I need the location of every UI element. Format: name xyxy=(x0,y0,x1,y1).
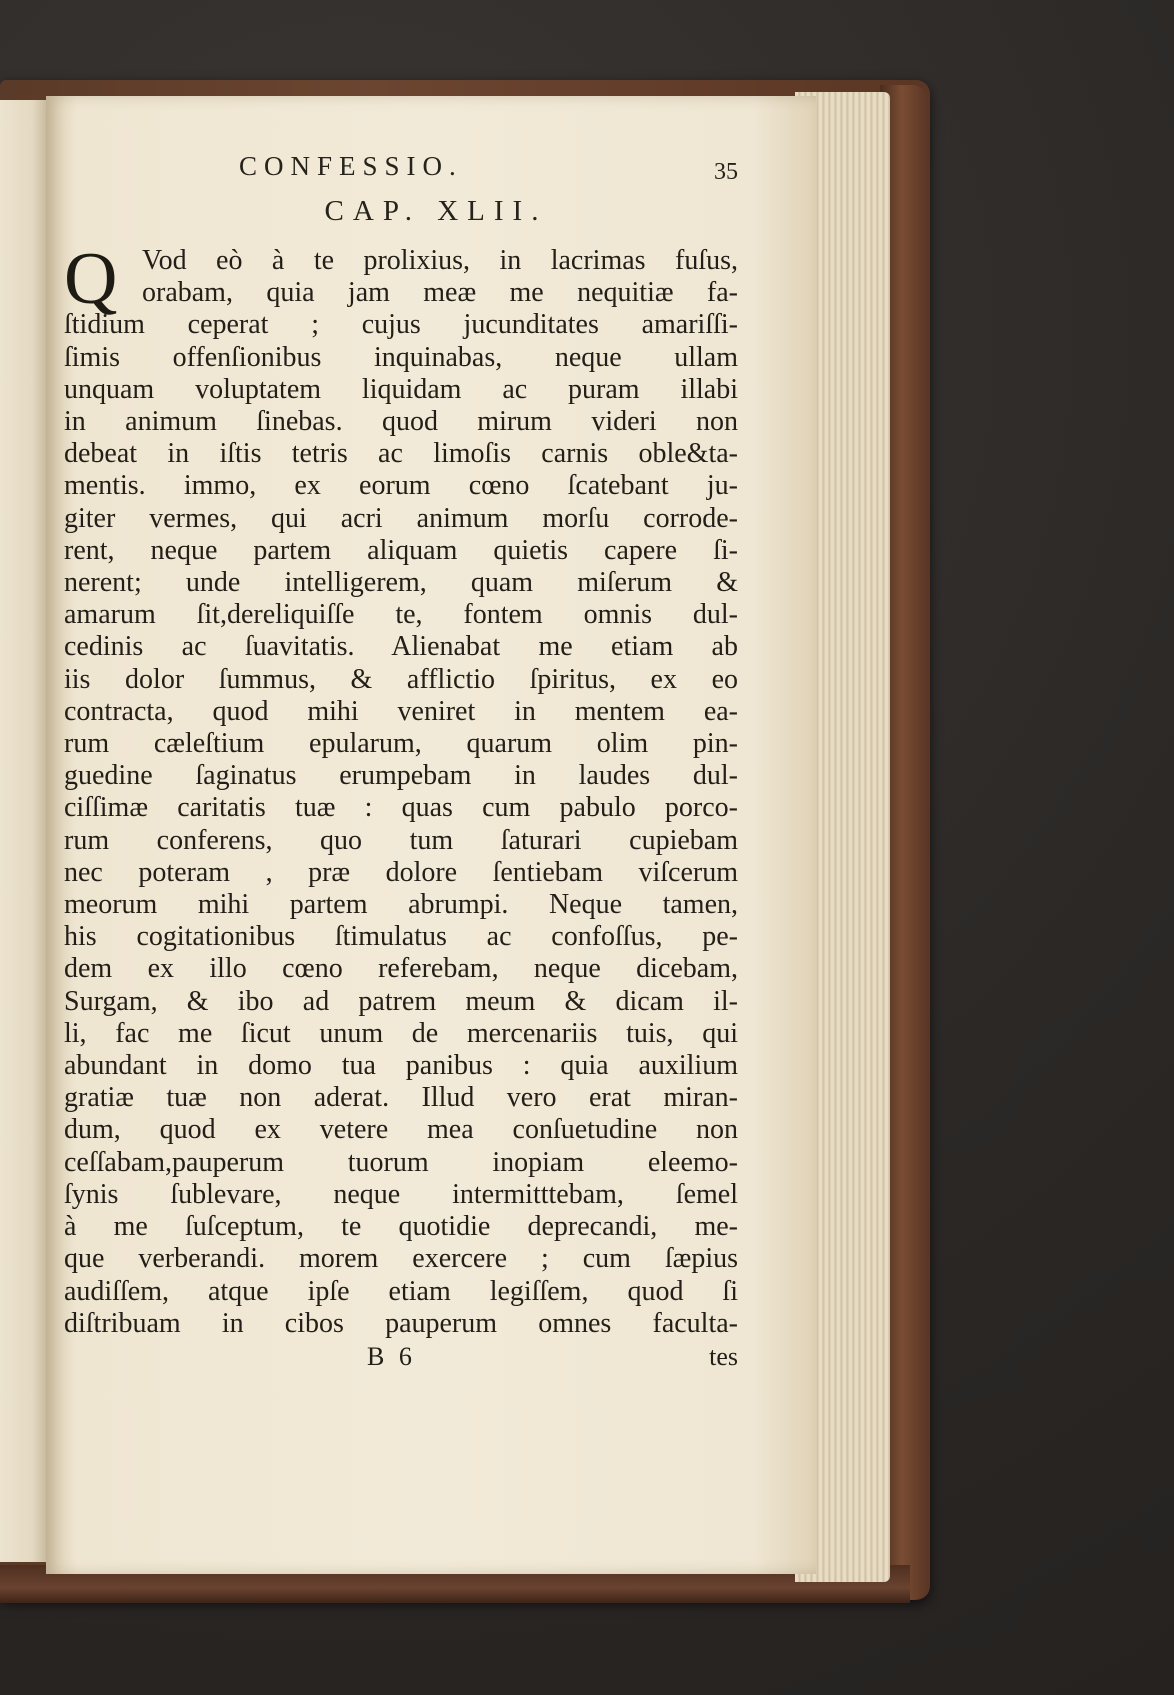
text-line: debeat in iſtis tetris ac limoſis carnis oble&ta- xyxy=(64,438,738,470)
catchword: tes xyxy=(709,1341,738,1371)
facing-page xyxy=(0,100,46,1562)
text-line: amarum ſit,dereliquiſſe te, fontem omnis dul- xyxy=(64,599,738,631)
text-line: cedinis ac ſuavitatis. Alienabat me etiam ab xyxy=(64,631,738,663)
page-number: 35 xyxy=(714,159,738,185)
text-line: gratiæ tuæ non aderat. Illud vero erat miran- xyxy=(64,1082,738,1114)
body-text xyxy=(64,238,738,1340)
text-line: que verberandi. morem exercere ; cum ſæpius xyxy=(64,1243,738,1275)
drop-cap: Q xyxy=(64,238,118,320)
text-line: rum conferens, quo tum ſaturari cupiebam xyxy=(64,824,738,856)
text-line: à me ſuſceptum, te quotidie deprecandi, me- xyxy=(64,1211,738,1243)
text-line: ſynis ſublevare, neque intermitttebam, ſemel xyxy=(64,1178,738,1210)
text-line: orabam, quia jam meæ me nequitiæ fa- xyxy=(142,277,738,309)
text-line: abundant in domo tua panibus : quia auxilium xyxy=(64,1050,738,1082)
running-head-title: CONFESSIO. xyxy=(239,151,463,181)
text-line: unquam voluptatem liquidam ac puram illabi xyxy=(64,373,738,405)
text-line: ſtidium ceperat ; cujus jucunditates amariſſi- xyxy=(64,309,738,341)
text-line: ſimis offenſionibus inquinabas, neque ullam xyxy=(64,341,738,373)
text-line: audiſſem, atque ipſe etiam legiſſem, quod ſi xyxy=(64,1275,738,1307)
text-line: Vod eò à te prolixius, in lacrimas fuſus, xyxy=(142,245,738,276)
text-line: dum, quod ex vetere mea conſuetudine non xyxy=(64,1114,738,1146)
text-line: nec poteram , præ dolore ſentiebam viſcerum xyxy=(64,856,738,888)
running-head xyxy=(64,151,738,191)
text-line: dem ex illo cœno referebam, neque dicebam, xyxy=(64,953,738,985)
text-line: ceſſabam,pauperum tuorum inopiam eleemo- xyxy=(64,1146,738,1178)
text-line: meorum mihi partem abrumpi. Neque tamen, xyxy=(64,889,738,921)
text-line: giter vermes, qui acri animum morſu corrode- xyxy=(64,502,738,534)
text-line: diſtribuam in cibos pauperum omnes faculta- xyxy=(64,1307,738,1339)
chapter-heading: CAP. XLII. xyxy=(324,195,548,227)
page-footer xyxy=(64,1342,738,1378)
text-line: rum cæleſtium epularum, quarum olim pin- xyxy=(64,728,738,760)
text-line: ciſſimæ caritatis tuæ : quas cum pabulo porco- xyxy=(64,792,738,824)
text-line: mentis. immo, ex eorum cœno ſcatebant ju- xyxy=(64,470,738,502)
text-line: guedine ſaginatus erumpebam in laudes dul- xyxy=(64,760,738,792)
text-line: in animum ſinebas. quod mirum videri non xyxy=(64,406,738,438)
signature-mark: B 6 xyxy=(367,1341,416,1371)
book-page xyxy=(46,96,816,1574)
text-line: contracta, quod mihi veniret in mentem ea- xyxy=(64,695,738,727)
text-line: his cogitationibus ſtimulatus ac confoſſus, pe- xyxy=(64,921,738,953)
text-line: nerent; unde intelligerem, quam miſerum & xyxy=(64,567,738,599)
text-line: Surgam, & ibo ad patrem meum & dicam il- xyxy=(64,985,738,1017)
text-line: iis dolor ſummus, & afflictio ſpiritus, ex eo xyxy=(64,663,738,695)
text-line: rent, neque partem aliquam quietis capere ſi- xyxy=(64,534,738,566)
text-line: li, fac me ſicut unum de mercenariis tuis, qui xyxy=(64,1017,738,1049)
page-content xyxy=(64,151,738,1378)
